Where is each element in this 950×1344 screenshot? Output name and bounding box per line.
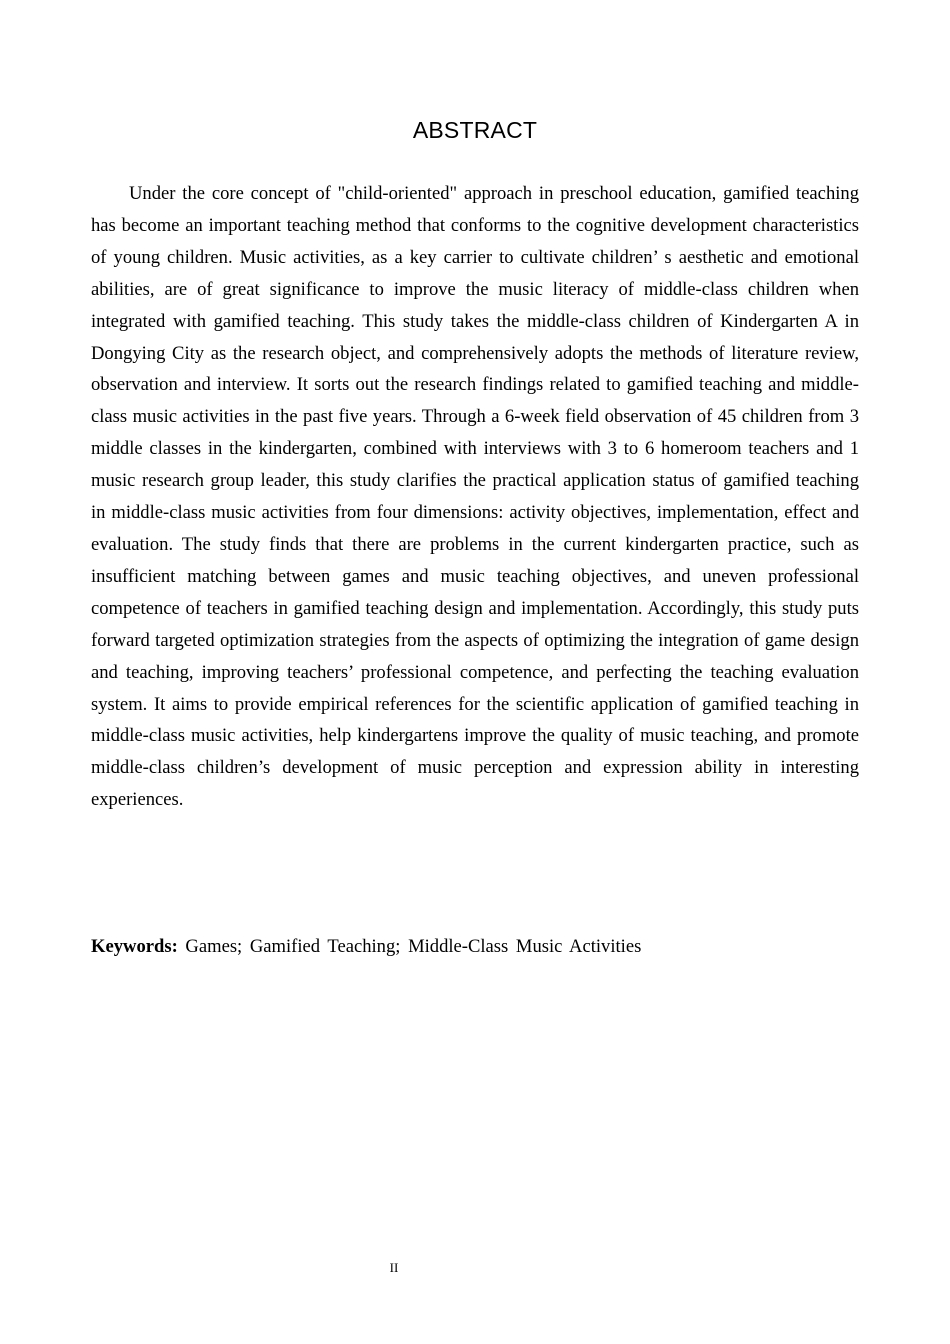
page-title: ABSTRACT [412,117,538,143]
keywords-text: Games; Gamified Teaching; Middle-Class Music Activities [185,936,642,957]
abstract-paragraph: Under the core concept of "child-oriented" approach in preschool education, gamified teaching has become an important teaching method that conforms to the cognitive development characteristics of young children. Music activities, as a key carrier to cultivate children’ s aesthetic and emotional abilities, are of great significance to improve the music literacy of middle-class children when integrated with gamified teaching. This study takes the middle-class children of Kindergarten A in Dongying City as the research object, and comprehensively adopts the methods of literature review, observation and interview. It sorts out the research findings related to gamified teaching and middle-class music activities in the past five years. Through a 6-week field observation of 45 children from 3 middle classes in the kindergarten, combined with interviews with 3 to 6 homeroom teachers and 1 music research group leader, this study clarifies the practical application status of gamified teaching in middle-class music activities from four dimensions: activity objectives, implementation, effect and evaluation. The study finds that there are problems in the current kindergarten practice, such as insufficient matching between games and music teaching objectives, and uneven professional competence of teachers in gamified teaching design and implementation. Accordingly, this study puts forward targeted optimization strategies from the aspects of optimizing the integration of game design and teaching, improving teachers’ professional competence, and perfecting the teaching evaluation system. It aims to provide empirical references for the scientific application of gamified teaching in middle-class music activities, help kindergartens improve the quality of music teaching, and promote middle-class children’s development of music perception and expression ability in interesting experiences. [91,183,859,811]
keywords-label: Keywords: [91,936,178,957]
keywords-line [91,931,859,963]
page-number: II [389,1260,399,1275]
